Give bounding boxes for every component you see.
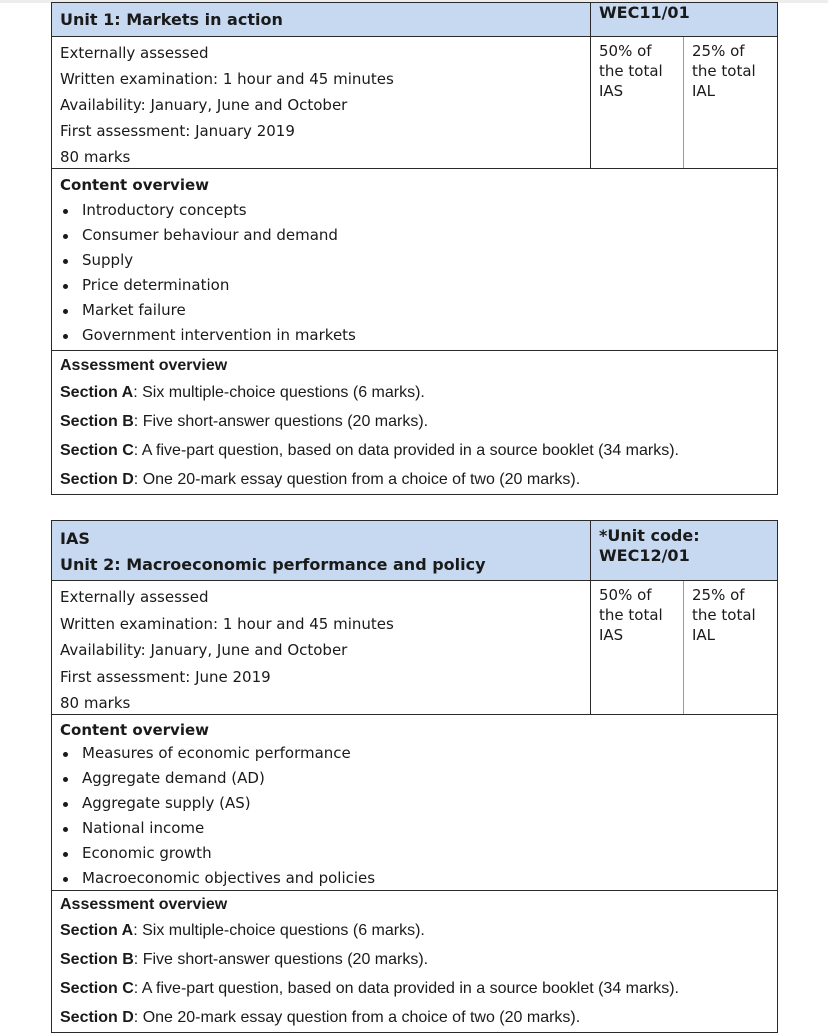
section-label: Section D: [60, 1009, 134, 1026]
unit-1-section-a: [60, 378, 769, 407]
unit-1-detail-first-assessment: First assessment: January 2019: [60, 122, 295, 140]
unit-1-assessment-cell: [52, 351, 777, 494]
list-item: Aggregate demand (AD): [60, 766, 769, 791]
unit-1-code-cell: [591, 3, 777, 36]
list-item: Introductory concepts: [60, 198, 769, 223]
list-item: Economic growth: [60, 841, 769, 866]
unit-1-content-heading: Content overview: [60, 176, 210, 194]
unit-2-details-cell: [52, 581, 591, 714]
list-item: National income: [60, 816, 769, 841]
unit-1-ias-line-3: IAS: [599, 82, 624, 100]
section-label: Section B: [60, 413, 134, 430]
unit-1-content-cell: [52, 169, 777, 350]
section-text: : Six multiple-choice questions (6 marks).: [133, 384, 425, 401]
unit-2-content-list: [60, 741, 769, 891]
unit-2-ial-line-1: 25% of: [692, 586, 745, 604]
unit-2-header-row: [52, 521, 777, 581]
unit-2-content-heading: Content overview: [60, 721, 210, 739]
unit-2-detail-first-assessment: First assessment: June 2019: [60, 667, 271, 686]
unit-1-details-cell: [52, 37, 591, 168]
section-text: : Five short-answer questions (20 marks).: [133, 413, 429, 430]
unit-2-section-d: [60, 1003, 769, 1032]
unit-2-code-cell: [591, 521, 777, 580]
unit-2-content-row: [52, 715, 777, 891]
section-label: Section A: [60, 922, 134, 939]
list-item: Price determination: [60, 273, 769, 298]
unit-2-weighting-cell: [591, 581, 777, 714]
unit-1-code: WEC11/01: [599, 3, 690, 22]
unit-2-ias-line-3: IAS: [599, 626, 624, 644]
list-item: Government intervention in markets: [60, 323, 769, 348]
unit-2-details-row: [52, 581, 777, 715]
unit-1-section-b: [60, 407, 769, 436]
unit-2-ial-line-3: IAL: [692, 626, 716, 644]
unit-1-details-row: [52, 37, 777, 169]
list-item: Market failure: [60, 298, 769, 323]
unit-2-detail-marks: 80 marks: [60, 694, 131, 712]
unit-1-detail-marks: 80 marks: [60, 148, 131, 166]
unit-1-assessment-heading: Assessment overview: [60, 357, 228, 374]
unit-1-weighting-cell: [591, 37, 777, 168]
unit-2-ias-weighting: [591, 581, 684, 714]
unit-2-section-c: [60, 974, 769, 1003]
section-text: : Six multiple-choice questions (6 marks).: [133, 922, 425, 939]
unit-1-ial-weighting: [684, 37, 777, 168]
unit-2-assessment-cell: [52, 891, 777, 1032]
unit-2-code-label: *Unit code:: [599, 526, 700, 545]
unit-1-ial-line-2: the total: [692, 62, 756, 80]
section-label: Section C: [60, 980, 134, 997]
section-text: : One 20-mark essay question from a choice of two (20 marks).: [133, 471, 581, 488]
list-item: Consumer behaviour and demand: [60, 223, 769, 248]
section-label: Section D: [60, 471, 134, 488]
unit-2-section-a: [60, 916, 769, 945]
unit-2-title: Unit 2: Macroeconomic performance and policy: [60, 555, 486, 574]
unit-2-ial-weighting: [684, 581, 777, 714]
unit-2-assessment-row: [52, 891, 777, 1032]
section-text: : One 20-mark essay question from a choice of two (20 marks).: [133, 1009, 581, 1026]
unit-1-detail-availability: Availability: January, June and October: [60, 96, 348, 114]
unit-1-section-c: [60, 436, 769, 465]
unit-1-section-d: [60, 465, 769, 494]
unit-2-prefix: IAS: [60, 529, 90, 548]
unit-1-detail-assessed: Externally assessed: [60, 44, 209, 62]
unit-1-detail-exam: Written examination: 1 hour and 45 minutes: [60, 70, 394, 88]
unit-2-code: WEC12/01: [599, 546, 690, 565]
section-label: Section B: [60, 951, 134, 968]
unit-2-table: [51, 520, 778, 1033]
section-text: : A five-part question, based on data provided in a source booklet (34 marks).: [133, 980, 679, 997]
unit-1-ias-line-2: the total: [599, 62, 663, 80]
unit-1-title: Unit 1: Markets in action: [60, 10, 283, 29]
unit-2-ial-line-2: the total: [692, 606, 756, 624]
list-item: Aggregate supply (AS): [60, 791, 769, 816]
section-text: : Five short-answer questions (20 marks).: [133, 951, 429, 968]
unit-2-title-cell: [52, 521, 591, 580]
unit-1-title-cell: [52, 3, 591, 36]
unit-2-detail-availability: Availability: January, June and October: [60, 641, 348, 659]
section-label: Section C: [60, 442, 134, 459]
unit-2-section-b: [60, 945, 769, 974]
list-item: Supply: [60, 248, 769, 273]
unit-1-ias-line-1: 50% of: [599, 42, 652, 60]
unit-1-assessment-row: [52, 351, 777, 494]
unit-1-header-row: [52, 3, 777, 37]
list-item: Macroeconomic objectives and policies: [60, 866, 769, 891]
unit-2-content-cell: [52, 715, 777, 890]
unit-1-ial-line-3: IAL: [692, 82, 716, 100]
unit-2-ias-line-1: 50% of: [599, 586, 652, 604]
section-label: Section A: [60, 384, 134, 401]
unit-2-detail-assessed: Externally assessed: [60, 588, 209, 606]
unit-1-table: [51, 2, 778, 495]
unit-1-content-row: [52, 169, 777, 351]
unit-1-content-list: [60, 198, 769, 348]
unit-2-assessment-heading: Assessment overview: [60, 896, 228, 913]
unit-2-ias-line-2: the total: [599, 606, 663, 624]
section-text: : A five-part question, based on data provided in a source booklet (34 marks).: [133, 442, 679, 459]
unit-2-detail-exam: Written examination: 1 hour and 45 minutes: [60, 614, 394, 633]
unit-1-ial-line-1: 25% of: [692, 42, 745, 60]
list-item: Measures of economic performance: [60, 741, 769, 766]
unit-1-ias-weighting: [591, 37, 684, 168]
